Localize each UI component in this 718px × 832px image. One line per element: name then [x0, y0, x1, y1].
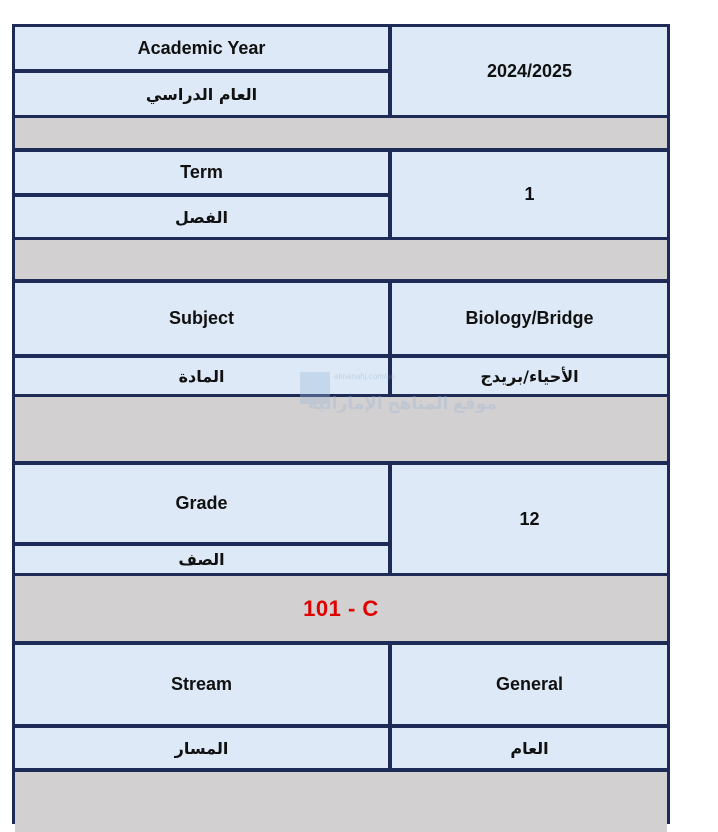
subject-value-ar: الأحياء/بريدج: [392, 358, 667, 394]
subject-label-ar: المادة: [15, 358, 388, 394]
spacer-row: [15, 118, 667, 148]
grade-label-en: Grade: [15, 465, 388, 542]
info-table: [12, 24, 670, 824]
subject-value-en: Biology/Bridge: [392, 283, 667, 354]
grade-label-ar: الصف: [15, 546, 388, 573]
spacer-row: [15, 772, 667, 832]
stream-label-ar: المسار: [15, 728, 388, 768]
section-code: 101 - C: [15, 576, 667, 641]
watermark-text: موقع المناهج الإماراتية: [308, 394, 497, 413]
academic-year-label-en: Academic Year: [15, 27, 388, 69]
academic-year-label-ar: العام الدراسي: [15, 73, 388, 115]
term-label-en: Term: [15, 152, 388, 193]
academic-year-value: 2024/2025: [392, 27, 667, 115]
grade-value: 12: [392, 465, 667, 573]
spacer-row: [15, 397, 667, 461]
term-value: 1: [392, 152, 667, 237]
spacer-row: [15, 240, 667, 279]
stream-label-en: Stream: [15, 645, 388, 724]
stream-value-ar: العام: [392, 728, 667, 768]
term-label-ar: الفصل: [15, 197, 388, 237]
stream-value-en: General: [392, 645, 667, 724]
subject-label-en: Subject: [15, 283, 388, 354]
watermark-url: almanahj.com/ae: [334, 372, 395, 381]
